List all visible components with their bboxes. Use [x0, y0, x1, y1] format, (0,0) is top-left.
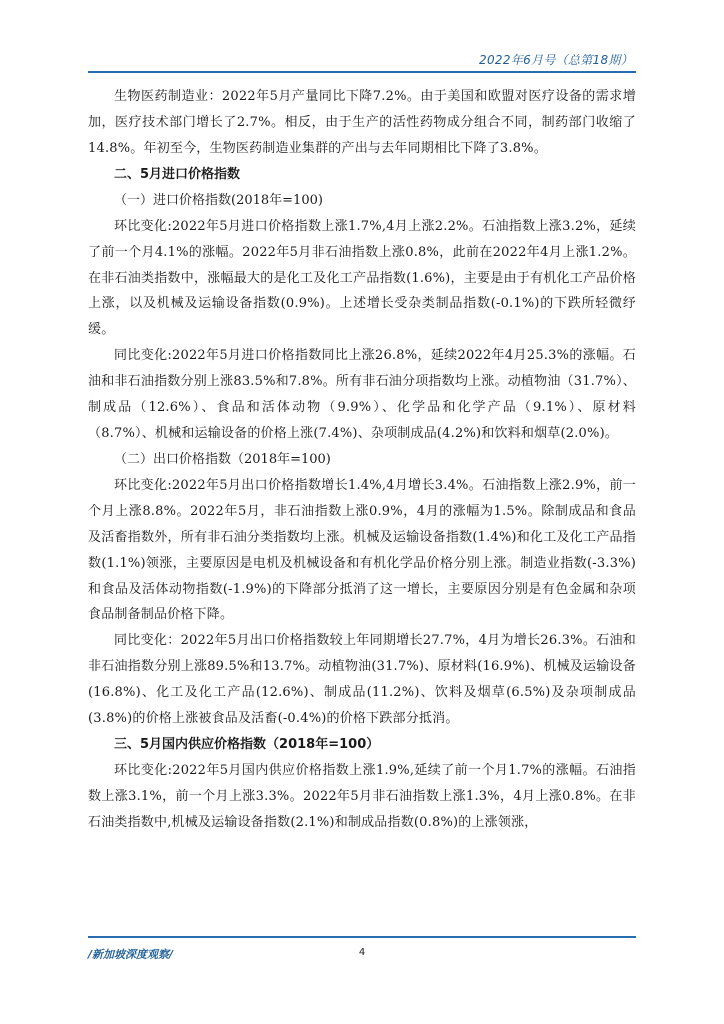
subheading-export-price-index: （二）出口价格指数（2018年=100) — [114, 451, 331, 467]
paragraph-import-yoy: 同比变化:2022年5月进口价格指数同比上涨26.8%，延续2022年4月25.3%的涨幅。石油和非石油指数分别上涨83.5%和7.8%。所有非石油分项指数均上涨。动植物油（31.7%）、制成品（12.6%）、食品和活体动物（9.9%）、化学品和化学产品（9.1%）、原材料（8.7%）、机械和运输设备的价格上涨(7.4%)、杂项制成品(4.2%)和饮料和烟草(2.0%)。 — [88, 348, 636, 441]
publication-name: /新加坡深度观察/ — [88, 948, 174, 961]
page-number: 4 — [358, 947, 366, 958]
section-heading-import-price: 二、5月进口价格指数 — [114, 166, 241, 182]
section-heading-domestic-supply: 三、5月国内供应价格指数（2018年=100） — [114, 736, 380, 752]
header-divider — [88, 71, 636, 73]
footer-divider — [88, 936, 636, 938]
paragraph-export-mom: 环比变化:2022年5月出口价格指数增长1.4%,4月增长3.4%。石油指数上涨2.9%，前一个月上涨8.8%。2022年5月，非石油指数上涨0.9%，4月的涨幅为1.5%。除制成品和食品及活畜指数外，所有非石油分类指数均上涨。机械及运输设备指数(1.4%)和化工及化工产品指数(1.1%)领涨，主要原因是电机及机械设备和有机化学品价格分别上涨。制造业指数(-3.3%)和食品及活体动物指数(-1.9%)的下降部分抵消了这一增长，主要原因分别是有色金属和杂项食品制备制品价格下降。 — [88, 477, 636, 623]
issue-header: 2022年6月号（总第18期） — [479, 53, 633, 67]
paragraph-import-mom: 环比变化:2022年5月进口价格指数上涨1.7%,4月上涨2.2%。石油指数上涨3.2%，延续了前一个月4.1%的涨幅。2022年5月非石油指数上涨0.8%，此前在2022年4月上涨1.2%。在非石油类指数中，涨幅最大的是化工及化工产品指数(1.6%)，主要是由于有机化工产品价格上涨，以及机械及运输设备指数(0.9%)。上述增长受杂类制品指数(-0.1%)的下跌所轻微纾缓。 — [88, 218, 636, 338]
subheading-import-price-index: （一）进口价格指数(2018年=100) — [114, 192, 323, 208]
paragraph-biomedical: 生物医药制造业：2022年5月产量同比下降7.2%。由于美国和欧盟对医疗设备的需求增加，医疗技术部门增长了2.7%。相反，由于生产的活性药物成分组合不同，制药部门收缩了14.8%。年初至今，生物医药制造业集群的产出与去年同期相比下降了3.8%。 — [88, 89, 636, 156]
document-body — [88, 84, 636, 836]
paragraph-domestic-mom: 环比变化:2022年5月国内供应价格指数上涨1.9%,延续了前一个月1.7%的涨幅。石油指数上涨3.1%，前一个月上涨3.3%。2022年5月非石油指数上涨1.3%，4月上涨0.8%。在非石油类指数中,机械及运输设备指数(2.1%)和制成品指数(0.8%)的上涨领涨， — [88, 762, 636, 830]
paragraph-export-yoy: 同比变化：2022年5月出口价格指数较上年同期增长27.7%，4月为增长26.3%。石油和非石油指数分别上涨89.5%和13.7%。动植物油(31.7%)、原材料(16.9%)、机械及运输设备(16.8%)、化工及化工产品(12.6%)、制成品(11.2%)、饮料及烟草(6.5%)及杂项制成品(3.8%)的价格上涨被食品及活畜(-0.4%)的价格下跌部分抵消。 — [88, 633, 636, 727]
